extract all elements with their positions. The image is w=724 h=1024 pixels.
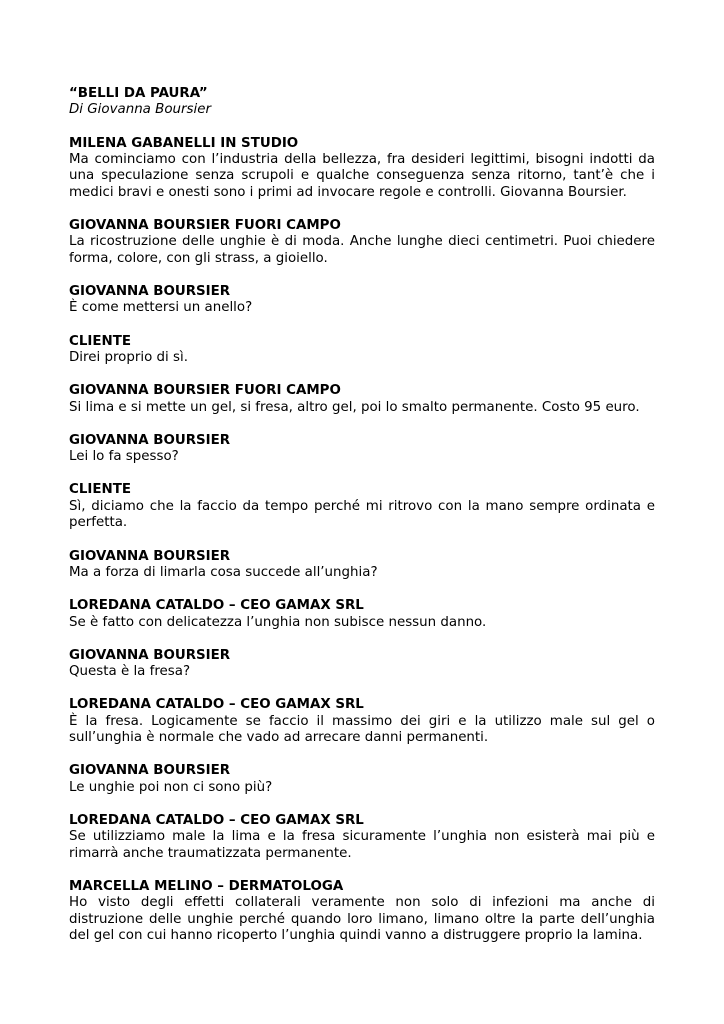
speech-text: La ricostruzione delle unghie è di moda. Anche lunghe dieci centimetri. Puoi chiedere forma, colore, con gli strass, a gioiello. bbox=[69, 234, 655, 266]
speaker-name: CLIENTE bbox=[69, 333, 131, 349]
speaker-name: GIOVANNA BOURSIER bbox=[69, 763, 231, 779]
transcript-block bbox=[69, 879, 655, 945]
transcript-block bbox=[69, 334, 655, 367]
document-title: “BELLI DA PAURA” bbox=[69, 86, 208, 101]
speech-text: Lei lo fa spesso? bbox=[69, 449, 179, 465]
transcript-block bbox=[69, 136, 655, 202]
speech-text: Ma cominciamo con l’industria della bellezza, fra desideri legittimi, bisogni indotti da una speculazione senza scrupoli e qualche conseguenza senza ritorno, tant’è che i medici bravi e onesti sono i primi ad invocare regole e controlli. Giovanna Boursier. bbox=[69, 152, 655, 200]
transcript-block bbox=[69, 648, 655, 681]
speech-text: Ho visto degli effetti collaterali veramente non solo di infezioni ma anche di distruzione delle unghie perché quando loro limano, limano oltre la parte dell’unghia del gel con cui hanno ricoperto l’unghia quindi vanno a distruggere proprio la lamina. bbox=[69, 895, 655, 944]
speech-text: Se è fatto con delicatezza l’unghia non subisce nessun danno. bbox=[69, 614, 487, 630]
transcript-block bbox=[69, 482, 655, 531]
transcript-block bbox=[69, 813, 655, 862]
speech-text: È la fresa. Logicamente se faccio il massimo dei giri e la utilizzo male sul gel o sull’unghia è normale che vado ad arrecare danni permanenti. bbox=[69, 713, 655, 746]
speech-text: Direi proprio di sì. bbox=[69, 350, 188, 366]
speech-text: Le unghie poi non ci sono più? bbox=[69, 779, 273, 795]
speaker-name: GIOVANNA BOURSIER FUORI CAMPO bbox=[69, 383, 341, 399]
speech-text: Questa è la fresa? bbox=[69, 664, 191, 680]
speaker-name: CLIENTE bbox=[69, 482, 131, 498]
transcript-block bbox=[69, 218, 655, 267]
speaker-name: GIOVANNA BOURSIER bbox=[69, 432, 231, 448]
speech-text: Sì, diciamo che la faccio da tempo perché mi ritrovo con la mano sempre ordinata e perfetta. bbox=[69, 498, 655, 531]
speaker-name: GIOVANNA BOURSIER bbox=[69, 284, 231, 300]
transcript-block bbox=[69, 284, 655, 317]
speech-text: È come mettersi un anello? bbox=[69, 300, 253, 316]
speaker-name: GIOVANNA BOURSIER bbox=[69, 647, 231, 663]
transcript-block bbox=[69, 697, 655, 746]
speaker-name: GIOVANNA BOURSIER bbox=[69, 548, 231, 564]
transcript-block bbox=[69, 763, 655, 796]
transcript-block bbox=[69, 433, 655, 466]
document-page bbox=[69, 86, 655, 945]
document-author: Di Giovanna Boursier bbox=[69, 102, 211, 118]
speaker-name: GIOVANNA BOURSIER FUORI CAMPO bbox=[69, 218, 341, 234]
speaker-name: LOREDANA CATALDO – CEO GAMAX SRL bbox=[69, 812, 364, 828]
speaker-name: MILENA GABANELLI IN STUDIO bbox=[69, 135, 299, 151]
transcript-block bbox=[69, 549, 655, 582]
transcript-block bbox=[69, 383, 655, 416]
speech-text: Se utilizziamo male la lima e la fresa sicuramente l’unghia non esisterà mai più e rimarrà anche traumatizzata permanente. bbox=[69, 829, 655, 861]
speaker-name: LOREDANA CATALDO – CEO GAMAX SRL bbox=[69, 598, 364, 614]
transcript-block bbox=[69, 598, 655, 631]
speaker-name: MARCELLA MELINO – DERMATOLOGA bbox=[69, 878, 344, 894]
transcript bbox=[69, 136, 655, 945]
speech-text: Si lima e si mette un gel, si fresa, altro gel, poi lo smalto permanente. Costo 95 euro. bbox=[69, 399, 640, 415]
speaker-name: LOREDANA CATALDO – CEO GAMAX SRL bbox=[69, 697, 364, 713]
speech-text: Ma a forza di limarla cosa succede all’unghia? bbox=[69, 564, 378, 580]
